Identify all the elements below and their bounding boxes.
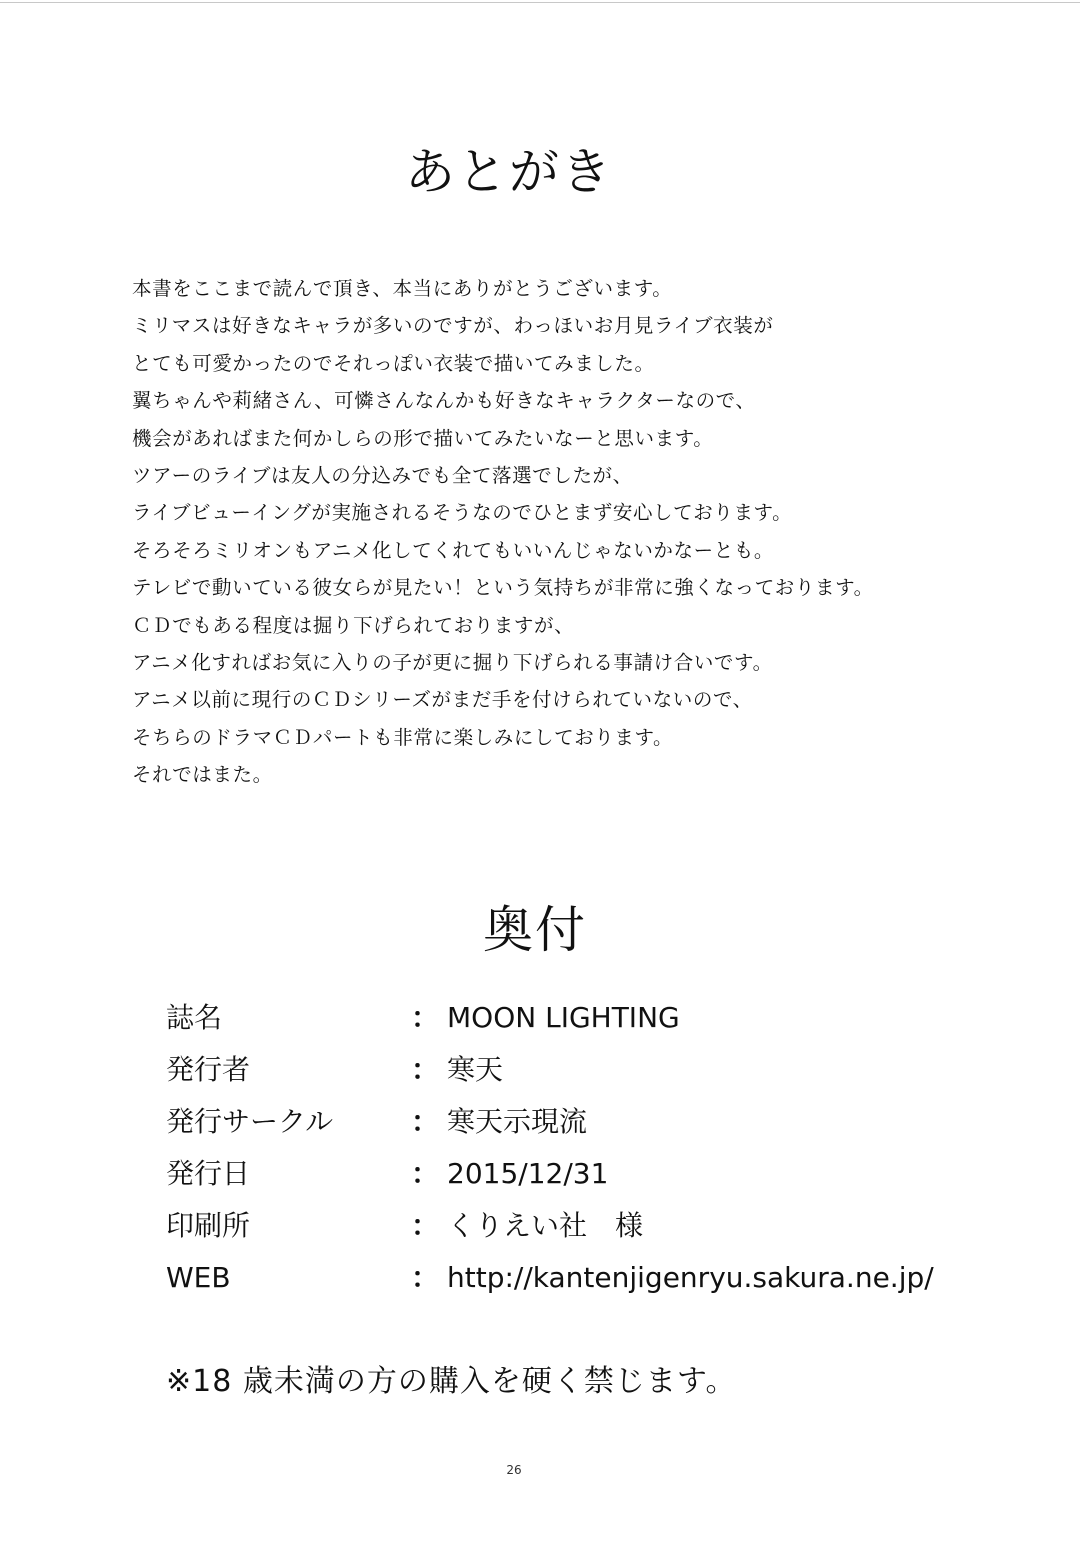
colophon-value-wrap	[411, 1099, 587, 1145]
colophon-table	[166, 995, 934, 1307]
afterword-line: アニメ以前に現行のＣＤシリーズがまだ手を付けられていないので、	[132, 688, 753, 712]
colophon-value: 2015/12/31	[447, 1157, 609, 1190]
afterword-line: 本書をここまで読んで頂き、本当にありがとうございます。	[132, 277, 673, 300]
afterword-line: そろそろミリオンもアニメ化してくれてもいいんじゃないかなーとも。	[132, 538, 775, 562]
colophon-title: 奥付	[483, 901, 587, 959]
colophon-label: WEB	[166, 1261, 231, 1294]
colophon-value: 寒天	[447, 1053, 504, 1086]
web-url-text: http://kantenjigenryu.sakura.ne.jp/	[447, 1261, 934, 1294]
page-number: 26	[506, 1463, 522, 1477]
colophon-value-wrap	[411, 1203, 643, 1249]
afterword-line: アニメ化すればお気に入りの子が更に掘り下げられる事請け合いです。	[132, 650, 773, 674]
colophon-colon: ：	[411, 1209, 440, 1242]
afterword-line: テレビで動いている彼女らが見たい！という気持ちが非常に強くなっております。	[132, 576, 874, 600]
colophon-label: 印刷所	[166, 1209, 251, 1242]
colophon-row-web	[166, 1255, 934, 1307]
age-restriction-notice: ※18 歳未満の方の購入を硬く禁じます。	[166, 1364, 737, 1399]
colophon-colon: ：	[411, 1053, 440, 1086]
colophon-colon: ：	[411, 1157, 440, 1190]
colophon-row-circle	[166, 1099, 926, 1151]
afterword-line: 翼ちゃんや莉緒さん、可憐さんなんかも好きなキャラクターなので、	[132, 389, 756, 413]
colophon-value: くりえい社 様	[447, 1209, 644, 1242]
afterword-line: それではまた。	[132, 763, 273, 787]
colophon-row-title	[166, 995, 926, 1047]
colophon-label: 誌名	[166, 1001, 223, 1034]
colophon-row-publisher	[166, 1047, 926, 1099]
afterword-body	[132, 270, 1012, 793]
afterword-line: ライブビューイングが実施されるそうなのでひとまず安心しております。	[132, 501, 793, 525]
colophon-label: 発行サークル	[166, 1105, 334, 1138]
afterword-line: そちらのドラマＣＤパートも非常に楽しみにしております。	[132, 725, 674, 749]
colophon-colon: ：	[411, 1261, 440, 1294]
colophon-colon: ：	[411, 1105, 440, 1138]
colophon-value-wrap	[411, 995, 680, 1041]
colophon-value: MOON LIGHTING	[447, 1001, 680, 1034]
colophon-value-wrap	[411, 1151, 608, 1197]
afterword-line: ミリマスは好きなキャラが多いのですが、わっほいお月見ライブ衣装が	[132, 314, 774, 338]
colophon-label: 発行日	[166, 1157, 251, 1190]
colophon-label: 発行者	[166, 1053, 251, 1086]
afterword-line: ＣＤでもある程度は掘り下げられておりますが、	[132, 613, 575, 637]
colophon-value-wrap	[411, 1255, 934, 1301]
afterword-line: ツアーのライブは友人の分込みでも全て落選でしたが、	[132, 463, 633, 487]
colophon-row-date	[166, 1151, 926, 1203]
afterword-line: とても可愛かったのでそれっぽい衣装で描いてみました。	[132, 351, 655, 375]
colophon-row-printer	[166, 1203, 926, 1255]
colophon-value-wrap	[411, 1047, 503, 1093]
colophon-colon: ：	[411, 1001, 440, 1034]
afterword-line: 機会があればまた何かしらの形で描いてみたいなーと思います。	[132, 426, 714, 450]
colophon-value: 寒天示現流	[447, 1105, 588, 1138]
top-rule	[0, 2, 1080, 3]
afterword-title: あとがき	[405, 143, 613, 201]
